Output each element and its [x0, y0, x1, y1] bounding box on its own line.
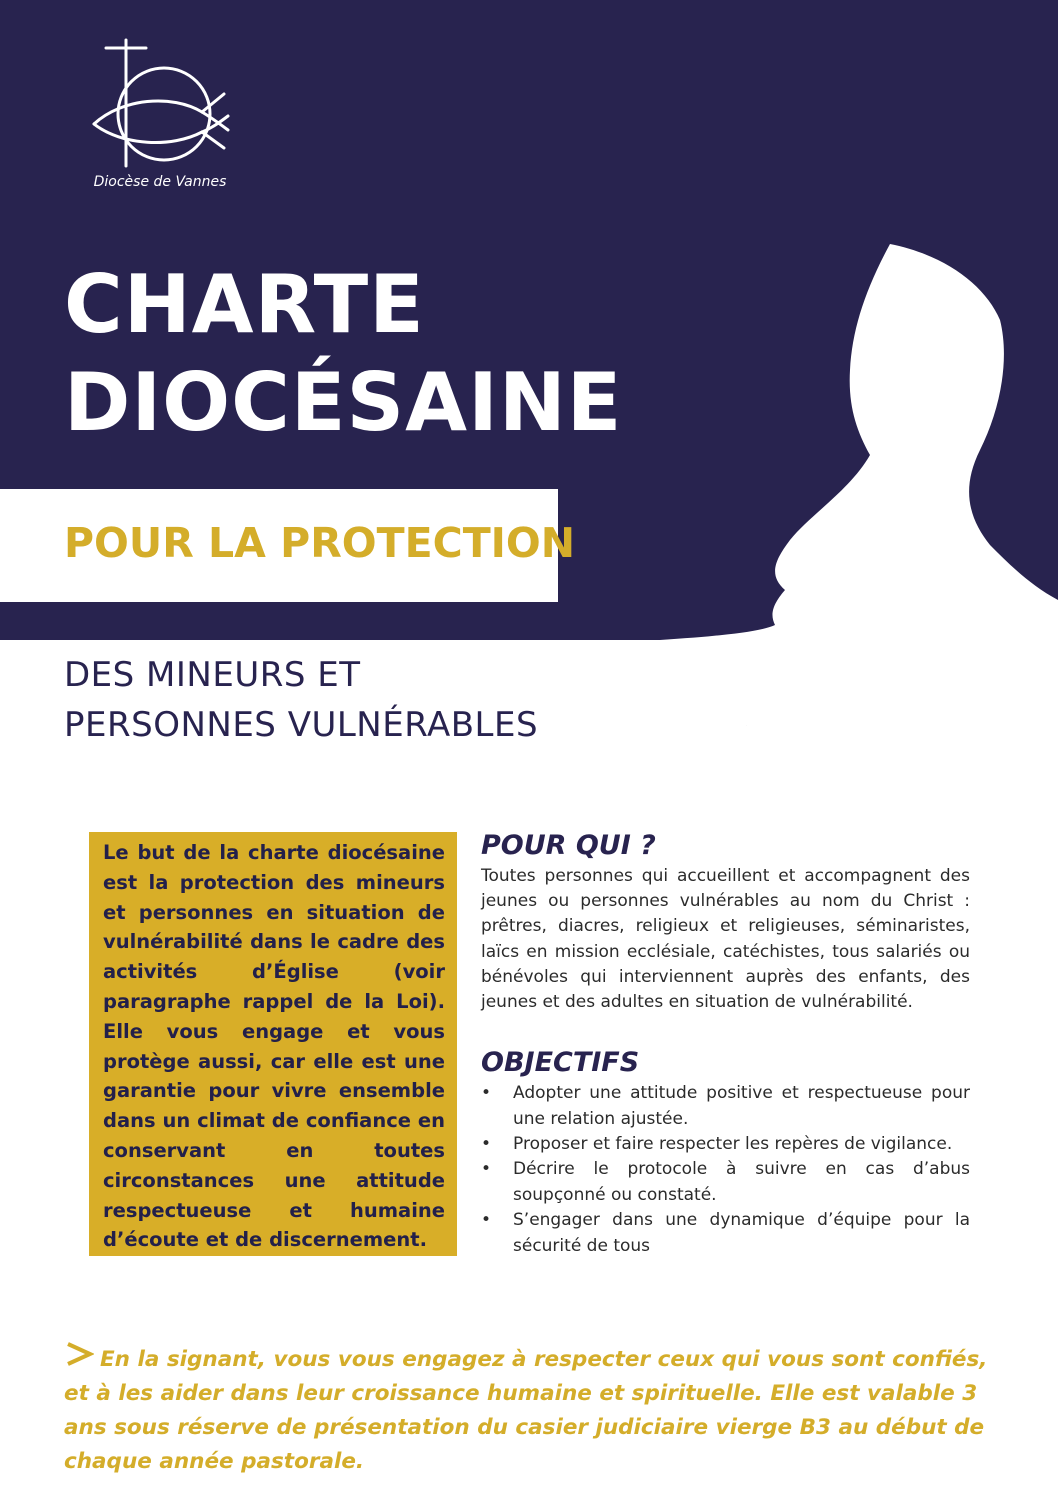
objectifs-list	[481, 1081, 970, 1259]
band-heading: POUR LA PROTECTION	[64, 519, 576, 567]
bullet: •	[481, 1210, 492, 1231]
logo-caption: Diocèse de Vannes	[93, 174, 227, 190]
quote-text: En la signant, vous vous engagez à respecter ceux qui vous sont confiés, et à les aider dans leur croissance humaine et spirituelle. Elle est valable 3 ans sous réserve de présentation du casier judiciaire vierge B3 au début de chaque année pastorale.	[64, 1347, 988, 1474]
right-column	[481, 828, 970, 1259]
title-line-2: DIOCÉSAINE	[64, 356, 623, 449]
list-item: • Proposer et faire respecter les repères de vigilance.	[481, 1132, 970, 1157]
title-line-1: CHARTE	[64, 258, 425, 351]
commitment-quote	[64, 1342, 1004, 1479]
list-item: • Adopter une attitude positive et respectueuse pour une relation ajustée.	[481, 1083, 970, 1129]
list-item: • S’engager dans une dynamique d’équipe pour la sécurité de tous	[481, 1210, 970, 1256]
diocese-cross-fish-icon	[82, 36, 242, 196]
subtitle-line-1: DES MINEURS ET	[64, 655, 361, 695]
subtitle-line-2: PERSONNES VULNÉRABLES	[64, 705, 539, 745]
chevron-right-icon	[64, 1342, 94, 1366]
pour-qui-text: Toutes personnes qui accueillent et accompagnent des jeunes ou personnes vulnérables au nom du Christ : prêtres, diacres, religieux et religieuses, séminaristes, laïcs en mission ecclésiale, catéchistes, tous salariés ou bénévoles qui interviennent auprès des enfants, des jeunes et des adultes en situation de vulnérabilité.	[481, 866, 970, 1013]
list-item: • Décrire le protocole à suivre en cas d’abus soupçonné ou constaté.	[481, 1159, 970, 1205]
objectifs-heading: OBJECTIFS	[481, 1047, 640, 1079]
bullet: •	[481, 1159, 492, 1180]
intro-text: Le but de la charte diocésaine est la protection des mineurs et personnes en situation de vulnérabilité dans le cadre des activités d’Église (voir paragraphe rappel de la Loi). Elle vous engage et vous protège aussi, car elle est une garantie pour vivre ensemble dans un climat de confiance en conservant en toutes circonstances une attitude respectueuse et humaine d’écoute et de discernement.	[103, 841, 445, 1252]
page-title	[64, 256, 622, 452]
face-silhouette-icon	[560, 0, 1058, 726]
bullet: •	[481, 1134, 492, 1155]
pour-qui-heading: POUR QUI ?	[481, 830, 656, 861]
bullet: •	[481, 1083, 492, 1104]
page-subtitle	[64, 650, 538, 750]
